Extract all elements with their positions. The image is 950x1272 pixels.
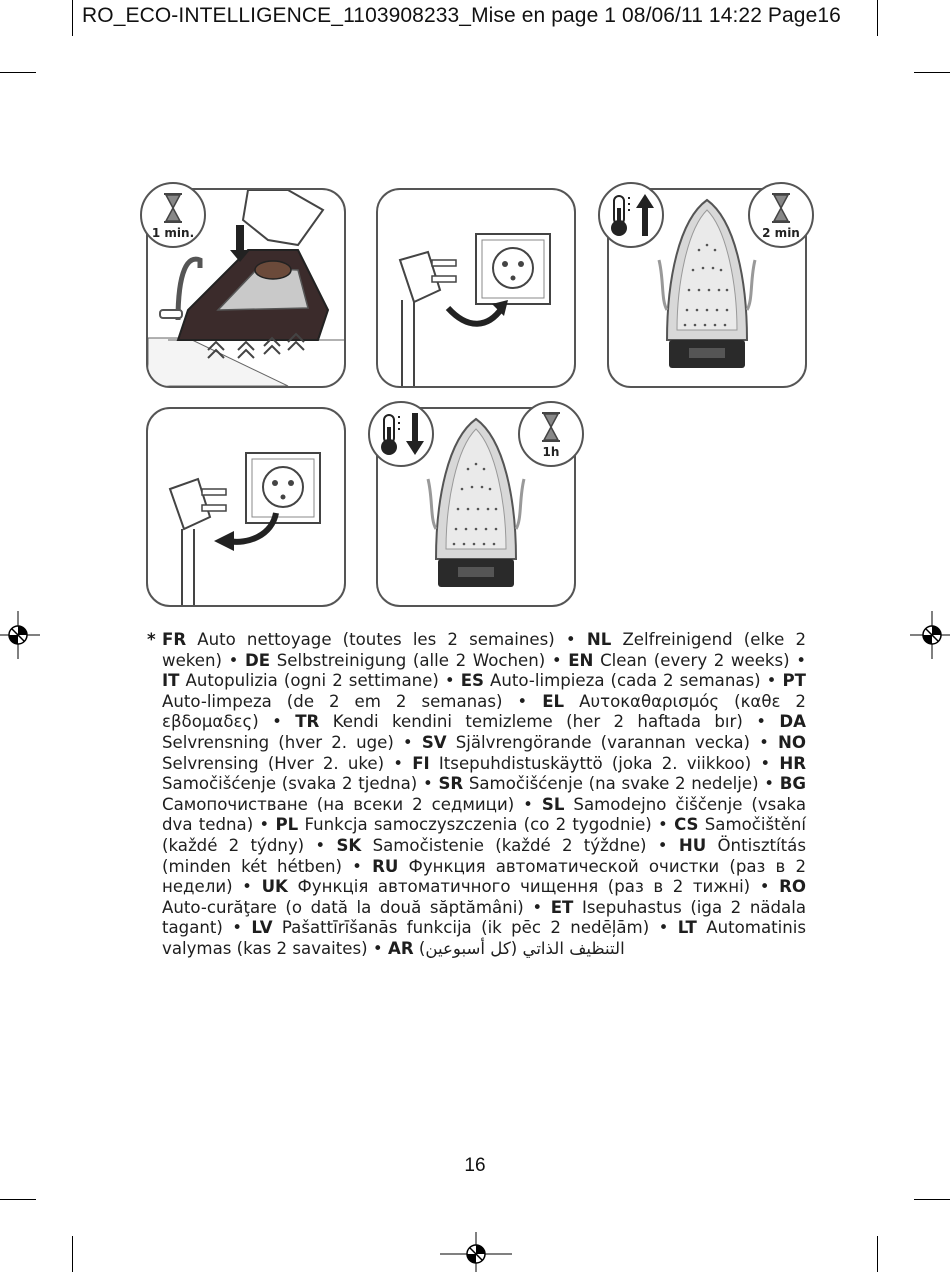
language-code: EL bbox=[542, 691, 565, 711]
temperature-up-badge bbox=[598, 182, 664, 248]
language-text: Automatinis valymas (kas 2 savaites) bbox=[162, 918, 807, 958]
language-text: Samočišćenje (na svake 2 nedelje) bbox=[468, 774, 759, 794]
language-code: NO bbox=[778, 732, 806, 752]
language-code: AR bbox=[387, 938, 414, 958]
language-text: Clean (every 2 weeks) bbox=[600, 650, 790, 670]
footnote-entry bbox=[251, 918, 649, 937]
timer-label: 1 min. bbox=[151, 226, 195, 240]
socket-icon bbox=[263, 467, 303, 507]
footnote-entry bbox=[295, 712, 743, 731]
separator-bullet: • bbox=[258, 712, 296, 732]
separator-bullet: • bbox=[742, 712, 780, 732]
temperature-up-icon bbox=[600, 184, 662, 246]
footnote-entry bbox=[412, 754, 751, 773]
separator-bullet: • bbox=[253, 815, 276, 835]
multilingual-footnote bbox=[162, 630, 806, 960]
separator-bullet: • bbox=[304, 835, 337, 855]
separator-bullet: • bbox=[514, 794, 542, 814]
language-text: Auto nettoyage (toutes les 2 semaines) bbox=[197, 630, 555, 649]
footnote-marker: * bbox=[147, 630, 156, 649]
language-code: ES bbox=[460, 671, 484, 691]
language-code: EN bbox=[568, 650, 594, 670]
footnote-entry bbox=[422, 733, 750, 752]
language-text: Samočištění (každé 2 týdny) bbox=[162, 815, 806, 855]
language-text: Auto-curăţare (o dată la două săptămâni) bbox=[162, 897, 524, 917]
page-number: 16 bbox=[464, 1155, 486, 1176]
crop-mark bbox=[914, 72, 950, 73]
socket-icon bbox=[493, 248, 533, 288]
footnote-entry bbox=[568, 651, 789, 670]
temperature-down-icon bbox=[370, 403, 432, 465]
crop-mark bbox=[0, 72, 36, 73]
crop-mark bbox=[0, 1199, 36, 1200]
crop-mark bbox=[877, 0, 878, 36]
separator-bullet: • bbox=[417, 774, 439, 794]
separator-bullet: • bbox=[750, 732, 778, 752]
language-code: TR bbox=[295, 712, 320, 732]
timer-badge-1min bbox=[140, 182, 206, 248]
crop-mark bbox=[72, 1236, 73, 1272]
language-text: Itsepuhdistuskäyttö (joka 2. viikkoo) bbox=[438, 753, 752, 773]
separator-bullet: • bbox=[502, 691, 543, 711]
separator-bullet: • bbox=[751, 753, 780, 773]
language-text: Samodejno čiščenje (vsaka dva tedna) bbox=[162, 794, 806, 835]
language-text: Selvrensing (Hver 2. uke) bbox=[162, 753, 385, 773]
language-text: Pašattīrīšanās funkcija (ik pēc 2 nedēļām) bbox=[281, 918, 650, 938]
registration-mark-right bbox=[910, 611, 950, 659]
language-text: Kendi kendini temizleme (her 2 haftada bır) bbox=[332, 712, 743, 732]
separator-bullet: • bbox=[384, 753, 413, 773]
language-code: DA bbox=[779, 712, 806, 732]
separator-bullet: • bbox=[750, 877, 780, 897]
language-text: Självrengörande (varannan vecka) bbox=[455, 732, 751, 752]
footnote-entry bbox=[438, 774, 758, 793]
separator-bullet: • bbox=[222, 918, 252, 938]
separator-bullet: • bbox=[646, 835, 679, 855]
crop-mark bbox=[72, 0, 73, 36]
language-text: Selbstreinigung (alle 2 Wochen) bbox=[276, 650, 546, 670]
separator-bullet: • bbox=[342, 856, 373, 876]
separator-bullet: • bbox=[789, 650, 807, 670]
language-text: Isepuhastus (iga 2 nädala tagant) bbox=[162, 897, 806, 938]
timer-badge-1h bbox=[518, 401, 584, 467]
language-code: RU bbox=[372, 856, 399, 876]
language-code: CS bbox=[674, 815, 699, 835]
language-code: SR bbox=[438, 774, 464, 794]
footnote-entry bbox=[275, 815, 651, 834]
separator-bullet: • bbox=[438, 671, 461, 691]
language-text: Samočistenie (každé 2 týždne) bbox=[372, 835, 647, 855]
language-code: LT bbox=[677, 918, 697, 938]
language-code: NL bbox=[586, 630, 612, 649]
separator-bullet: • bbox=[393, 732, 422, 752]
language-code: PT bbox=[782, 671, 806, 691]
footnote-entry bbox=[245, 651, 545, 670]
language-code: PL bbox=[275, 815, 299, 835]
crop-mark bbox=[914, 1199, 950, 1200]
timer-label: 1h bbox=[542, 445, 560, 459]
footnote-entry bbox=[162, 630, 555, 649]
registration-mark-bottom bbox=[440, 1232, 512, 1272]
language-code: FI bbox=[412, 753, 430, 773]
panel-step-4-unplug bbox=[146, 407, 346, 607]
language-code: RO bbox=[779, 877, 807, 897]
language-text: Funkcja samoczyszczenia (co 2 tygodnie) bbox=[304, 815, 652, 835]
language-code: SV bbox=[421, 732, 447, 752]
plug-in-icon bbox=[378, 190, 574, 386]
unplug-icon bbox=[148, 409, 344, 605]
language-text: Самопочистване (на всеки 2 седмици) bbox=[162, 794, 515, 814]
language-code: UK bbox=[261, 877, 288, 897]
separator-bullet: • bbox=[651, 815, 675, 835]
footnote-entry bbox=[336, 836, 646, 855]
language-text: التنظيف الذاتي (كل أسبوعين) bbox=[418, 938, 625, 958]
separator-bullet: • bbox=[545, 650, 569, 670]
language-code: BG bbox=[779, 774, 807, 794]
language-code: IT bbox=[162, 671, 180, 691]
language-text: Функция автоматической очистки (раз в 2 недели) bbox=[162, 856, 806, 897]
footnote-entry bbox=[162, 671, 439, 690]
separator-bullet: • bbox=[222, 650, 246, 670]
footnote-entry bbox=[388, 939, 625, 958]
language-text: Αυτοκαθαρισμός (καθε 2 εβδομαδες) bbox=[162, 691, 806, 732]
language-code: SK bbox=[336, 835, 362, 855]
language-code: LV bbox=[251, 918, 273, 938]
footnote-entry bbox=[461, 671, 761, 690]
timer-badge-2min bbox=[748, 182, 814, 248]
language-code: FR bbox=[162, 630, 187, 649]
separator-bullet: • bbox=[554, 630, 587, 649]
language-code: SL bbox=[541, 794, 565, 814]
language-code: HU bbox=[678, 835, 707, 855]
language-text: Функція автоматичного чищення (раз в 2 тижні) bbox=[297, 877, 751, 897]
footnote-entry bbox=[262, 877, 751, 896]
language-code: ET bbox=[550, 897, 574, 917]
separator-bullet: • bbox=[760, 671, 783, 691]
language-text: Autopulizia (ogni 2 settimane) bbox=[185, 671, 439, 691]
separator-bullet: • bbox=[758, 774, 780, 794]
crop-mark bbox=[877, 1236, 878, 1272]
separator-bullet: • bbox=[232, 877, 262, 897]
language-text: Samočišćenje (svaka 2 tjedna) bbox=[162, 774, 418, 794]
timer-label: 2 min bbox=[762, 226, 800, 240]
registration-mark-left bbox=[0, 611, 40, 659]
panel-step-2-plug-in bbox=[376, 188, 576, 388]
separator-bullet: • bbox=[649, 918, 678, 938]
language-code: DE bbox=[245, 650, 271, 670]
separator-bullet: • bbox=[523, 897, 551, 917]
language-text: Auto-limpeza (de 2 em 2 semanas) bbox=[162, 691, 503, 711]
temperature-down-badge bbox=[368, 401, 434, 467]
language-code: HR bbox=[779, 753, 807, 773]
language-text: Öntisztítás (minden két hétben) bbox=[162, 835, 806, 876]
separator-bullet: • bbox=[367, 938, 388, 958]
language-text: Selvrensning (hver 2. uge) bbox=[162, 732, 394, 752]
language-text: Auto-limpieza (cada 2 semanas) bbox=[490, 671, 761, 691]
print-slug-header: RO_ECO-INTELLIGENCE_1103908233_Mise en page 1 08/06/11 14:22 Page16 bbox=[82, 4, 841, 27]
language-text: Zelfreinigend (elke 2 weken) bbox=[162, 630, 807, 670]
